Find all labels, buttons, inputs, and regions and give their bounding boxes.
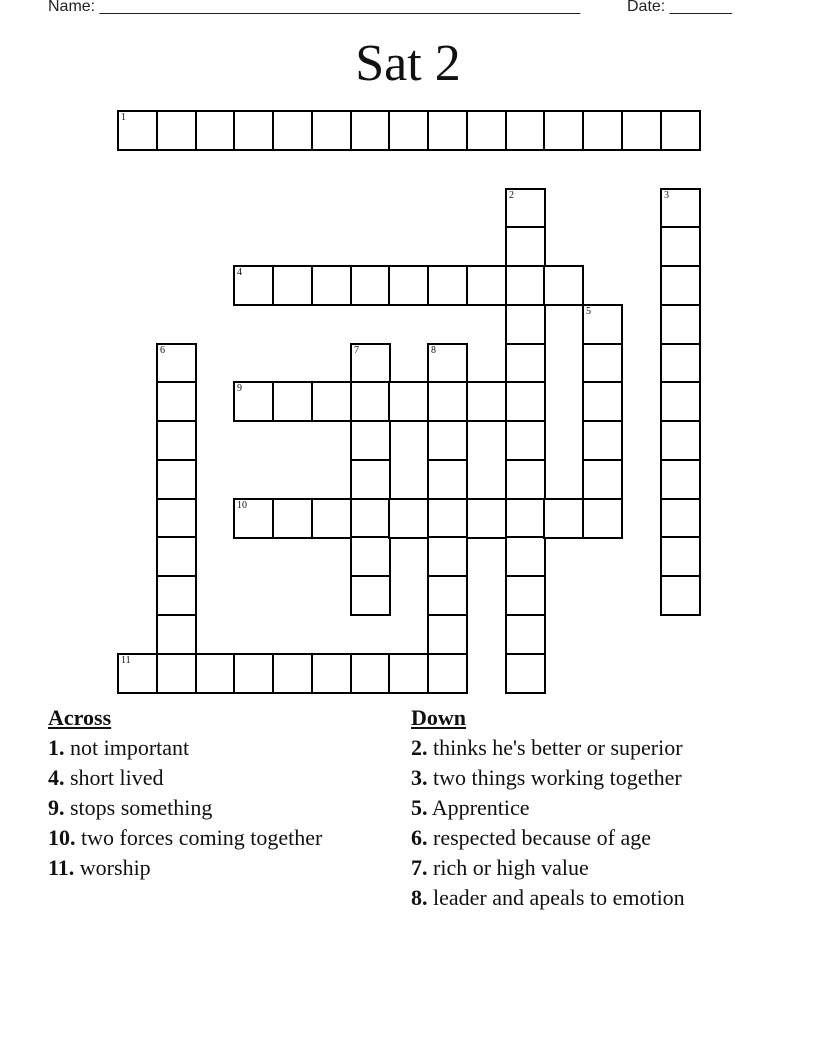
clue-text: stops something <box>64 795 213 820</box>
crossword-cell[interactable] <box>311 265 352 306</box>
crossword-cell[interactable] <box>117 653 158 694</box>
crossword-cell[interactable] <box>156 459 197 500</box>
crossword-cell[interactable] <box>505 420 546 461</box>
crossword-cell[interactable] <box>156 420 197 461</box>
clue-number: 3. <box>411 765 428 790</box>
across-clues <box>48 703 322 883</box>
clue-number: 8. <box>411 885 428 910</box>
crossword-cell[interactable] <box>272 110 313 151</box>
crossword-cell[interactable] <box>350 265 391 306</box>
crossword-cell[interactable] <box>505 459 546 500</box>
cell-number: 10 <box>237 500 247 511</box>
crossword-cell[interactable] <box>233 265 274 306</box>
crossword-cell[interactable] <box>350 498 391 539</box>
crossword-cell[interactable] <box>427 343 468 384</box>
crossword-cell[interactable] <box>582 381 623 422</box>
clue-number: 11. <box>48 855 75 880</box>
crossword-cell[interactable] <box>660 226 701 267</box>
clue-text: two things working together <box>427 765 682 790</box>
crossword-cell[interactable] <box>427 498 468 539</box>
crossword-cell[interactable] <box>660 265 701 306</box>
crossword-cell[interactable] <box>427 110 468 151</box>
down-clue <box>411 763 685 793</box>
crossword-cell[interactable] <box>505 304 546 345</box>
crossword-cell[interactable] <box>660 498 701 539</box>
crossword-cell[interactable] <box>660 381 701 422</box>
crossword-cell[interactable] <box>466 265 507 306</box>
crossword-cell[interactable] <box>466 498 507 539</box>
crossword-cell[interactable] <box>311 381 352 422</box>
clue-number: 5. <box>411 795 428 820</box>
cell-number: 11 <box>121 655 131 666</box>
crossword-cell[interactable] <box>272 265 313 306</box>
crossword-cell[interactable] <box>505 575 546 616</box>
crossword-cell[interactable] <box>350 653 391 694</box>
date-field-label: Date: _______ <box>627 0 732 15</box>
crossword-cell[interactable] <box>350 459 391 500</box>
across-heading: Across <box>48 705 112 730</box>
crossword-cell[interactable] <box>582 304 623 345</box>
crossword-cell[interactable] <box>505 653 546 694</box>
crossword-cell[interactable] <box>505 536 546 577</box>
crossword-cell[interactable] <box>156 343 197 384</box>
down-clue <box>411 793 685 823</box>
clue-number: 4. <box>48 765 65 790</box>
clue-number: 2. <box>411 735 428 760</box>
crossword-cell[interactable] <box>311 498 352 539</box>
crossword-cell[interactable] <box>427 575 468 616</box>
crossword-cell[interactable] <box>156 536 197 577</box>
crossword-cell[interactable] <box>660 536 701 577</box>
clue-text: not important <box>64 735 190 760</box>
down-clue <box>411 733 685 763</box>
crossword-cell[interactable] <box>350 381 391 422</box>
down-heading: Down <box>411 705 467 730</box>
down-clue <box>411 853 685 883</box>
crossword-cell[interactable] <box>156 575 197 616</box>
cell-number: 1 <box>121 112 126 123</box>
cell-number: 8 <box>431 345 436 356</box>
crossword-cell[interactable] <box>311 110 352 151</box>
crossword-cell[interactable] <box>156 381 197 422</box>
crossword-cell[interactable] <box>543 110 584 151</box>
crossword-cell[interactable] <box>466 381 507 422</box>
crossword-cell[interactable] <box>427 420 468 461</box>
down-clue <box>411 823 685 853</box>
crossword-cell[interactable] <box>311 653 352 694</box>
crossword-cell[interactable] <box>117 110 158 151</box>
name-field-label: Name: ______________________________________________________ <box>48 0 581 15</box>
down-clues <box>411 703 685 913</box>
crossword-cell[interactable] <box>388 381 429 422</box>
crossword-cell[interactable] <box>505 381 546 422</box>
across-clue <box>48 793 322 823</box>
crossword-cell[interactable] <box>350 575 391 616</box>
crossword-cell[interactable] <box>156 614 197 655</box>
crossword-cell[interactable] <box>505 265 546 306</box>
clue-text: Apprentice <box>427 795 530 820</box>
across-clue <box>48 853 322 883</box>
clue-number: 6. <box>411 825 428 850</box>
crossword-cell[interactable] <box>272 653 313 694</box>
crossword-cell[interactable] <box>195 110 236 151</box>
crossword-cell[interactable] <box>388 110 429 151</box>
down-clue <box>411 883 685 913</box>
crossword-cell[interactable] <box>505 188 546 229</box>
crossword-cell[interactable] <box>505 226 546 267</box>
page-title: Sat 2 <box>355 35 461 92</box>
cell-number: 2 <box>509 190 514 201</box>
crossword-cell[interactable] <box>350 536 391 577</box>
clue-text: worship <box>74 855 151 880</box>
crossword-cell[interactable] <box>350 343 391 384</box>
crossword-cell[interactable] <box>427 614 468 655</box>
crossword-cell[interactable] <box>505 614 546 655</box>
crossword-cell[interactable] <box>660 420 701 461</box>
cell-number: 5 <box>586 306 591 317</box>
crossword-cell[interactable] <box>350 110 391 151</box>
clue-text: two forces coming together <box>75 825 323 850</box>
across-clue <box>48 823 322 853</box>
crossword-cell[interactable] <box>543 498 584 539</box>
crossword-cell[interactable] <box>156 498 197 539</box>
crossword-cell[interactable] <box>233 653 274 694</box>
crossword-cell[interactable] <box>621 110 662 151</box>
crossword-cell[interactable] <box>156 110 197 151</box>
crossword-cell[interactable] <box>233 498 274 539</box>
crossword-cell[interactable] <box>388 498 429 539</box>
crossword-cell[interactable] <box>195 653 236 694</box>
clue-text: leader and apeals to emotion <box>427 885 685 910</box>
cell-number: 3 <box>664 190 669 201</box>
cell-number: 6 <box>160 345 165 356</box>
crossword-cell[interactable] <box>660 343 701 384</box>
clue-text: short lived <box>64 765 164 790</box>
crossword-cell[interactable] <box>156 653 197 694</box>
across-clue <box>48 763 322 793</box>
crossword-cell[interactable] <box>350 420 391 461</box>
across-clue <box>48 733 322 763</box>
clue-number: 10. <box>48 825 76 850</box>
crossword-cell[interactable] <box>582 498 623 539</box>
crossword-cell[interactable] <box>427 459 468 500</box>
crossword-cell[interactable] <box>543 265 584 306</box>
crossword-cell[interactable] <box>660 188 701 229</box>
crossword-cell[interactable] <box>427 381 468 422</box>
cell-number: 7 <box>354 345 359 356</box>
crossword-cell[interactable] <box>427 536 468 577</box>
crossword-cell[interactable] <box>582 343 623 384</box>
crossword-cell[interactable] <box>660 575 701 616</box>
clue-number: 9. <box>48 795 65 820</box>
crossword-cell[interactable] <box>233 110 274 151</box>
clue-number: 7. <box>411 855 428 880</box>
clue-number: 1. <box>48 735 65 760</box>
clue-text: thinks he's better or superior <box>427 735 683 760</box>
crossword-cell[interactable] <box>466 110 507 151</box>
crossword-cell[interactable] <box>233 381 274 422</box>
crossword-cell[interactable] <box>272 498 313 539</box>
crossword-cell[interactable] <box>505 498 546 539</box>
clue-text: rich or high value <box>427 855 589 880</box>
crossword-cell[interactable] <box>388 653 429 694</box>
crossword-cell[interactable] <box>427 265 468 306</box>
crossword-cell[interactable] <box>272 381 313 422</box>
cell-number: 9 <box>237 383 242 394</box>
crossword-cell[interactable] <box>582 110 623 151</box>
crossword-cell[interactable] <box>660 459 701 500</box>
cell-number: 4 <box>237 267 242 278</box>
crossword-cell[interactable] <box>505 343 546 384</box>
crossword-cell[interactable] <box>582 420 623 461</box>
clue-text: respected because of age <box>427 825 652 850</box>
crossword-cell[interactable] <box>660 304 701 345</box>
crossword-cell[interactable] <box>427 653 468 694</box>
crossword-cell[interactable] <box>660 110 701 151</box>
crossword-cell[interactable] <box>388 265 429 306</box>
crossword-cell[interactable] <box>582 459 623 500</box>
crossword-cell[interactable] <box>505 110 546 151</box>
